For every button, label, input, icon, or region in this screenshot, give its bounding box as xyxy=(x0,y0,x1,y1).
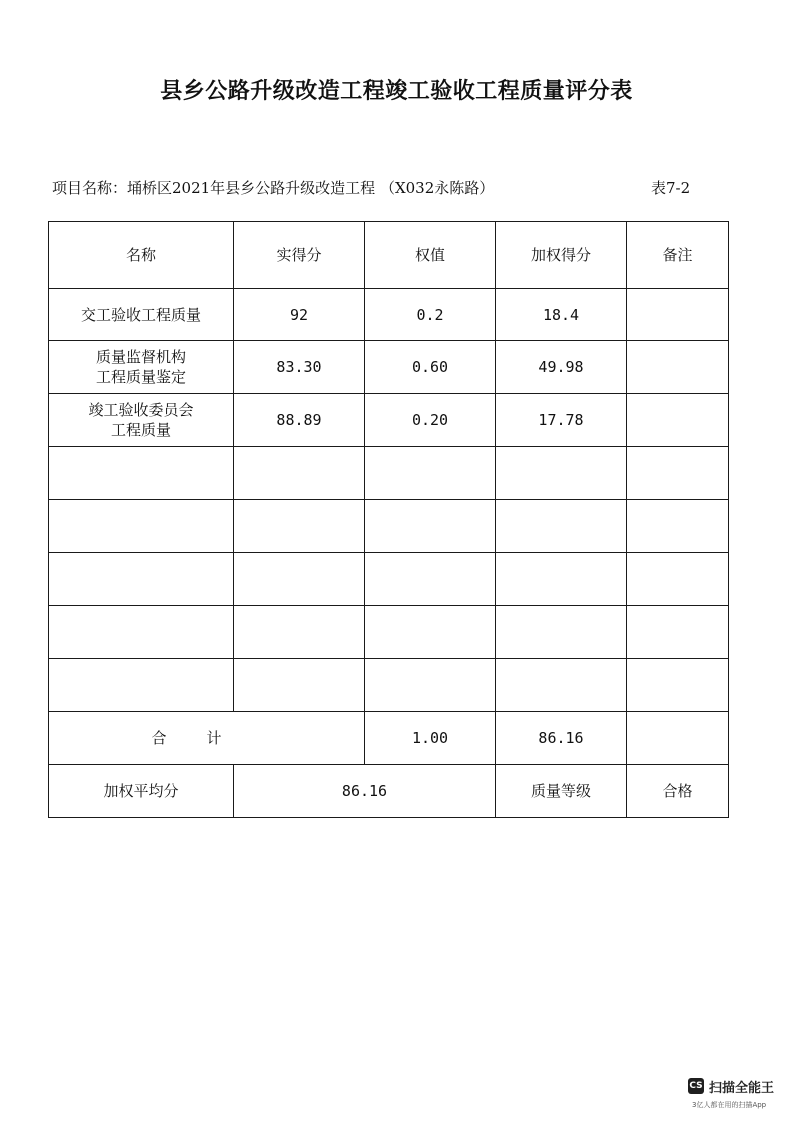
row-weight: 0.20 xyxy=(365,394,496,447)
average-value: 86.16 xyxy=(234,765,496,818)
table-row xyxy=(49,289,729,341)
empty-row xyxy=(49,500,729,553)
project-name: 项目名称：埇桥区2021年县乡公路升级改造工程 （X032永陈路） xyxy=(52,179,495,197)
row-name xyxy=(49,394,234,447)
grade-label: 质量等级 xyxy=(496,765,627,818)
row-weight: 0.60 xyxy=(365,341,496,394)
total-weighted: 86.16 xyxy=(496,712,627,765)
average-row xyxy=(49,765,729,818)
row-name-line1: 竣工验收委员会 xyxy=(88,401,194,419)
table-number: 表7-2 xyxy=(651,179,691,197)
row-name xyxy=(49,341,234,394)
total-label: 合计 xyxy=(49,712,365,765)
row-name-line2: 工程质量鉴定 xyxy=(95,368,186,386)
row-remark xyxy=(627,394,729,447)
empty-row xyxy=(49,447,729,500)
header-weight: 权值 xyxy=(365,222,496,289)
empty-row xyxy=(49,659,729,712)
header-weighted: 加权得分 xyxy=(496,222,627,289)
row-weighted: 49.98 xyxy=(496,341,627,394)
row-score: 83.30 xyxy=(234,341,365,394)
header-remark: 备注 xyxy=(627,222,729,289)
page-title: 县乡公路升级改造工程竣工验收工程质量评分表 xyxy=(160,79,633,104)
table-row xyxy=(49,341,729,394)
empty-row xyxy=(49,606,729,659)
row-remark xyxy=(627,341,729,394)
total-row xyxy=(49,712,729,765)
empty-row xyxy=(49,553,729,606)
row-score: 88.89 xyxy=(234,394,365,447)
grade-value: 合格 xyxy=(627,765,729,818)
row-weight: 0.2 xyxy=(365,289,496,341)
header-score: 实得分 xyxy=(234,222,365,289)
row-weighted: 17.78 xyxy=(496,394,627,447)
average-label: 加权平均分 xyxy=(49,765,234,818)
row-weighted: 18.4 xyxy=(496,289,627,341)
table-row xyxy=(49,394,729,447)
row-name-line1: 质量监督机构 xyxy=(95,348,186,366)
camscanner-logo-icon: CS xyxy=(688,1078,704,1094)
row-score: 92 xyxy=(234,289,365,341)
row-remark xyxy=(627,289,729,341)
table-header-row xyxy=(49,222,729,289)
row-name-line2: 工程质量 xyxy=(110,421,171,439)
score-table xyxy=(48,221,729,818)
watermark-name: 扫描全能王 xyxy=(709,1081,775,1096)
header-name: 名称 xyxy=(49,222,234,289)
row-name: 交工验收工程质量 xyxy=(49,289,234,341)
watermark-subtitle: 3亿人都在用的扫描App xyxy=(692,1101,767,1109)
total-weight: 1.00 xyxy=(365,712,496,765)
